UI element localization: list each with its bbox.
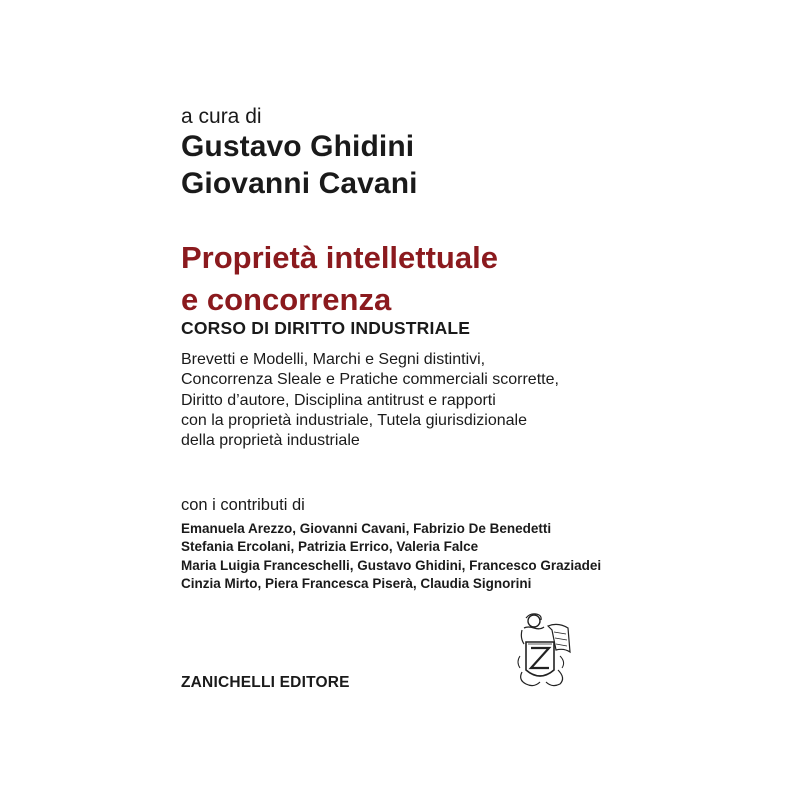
title-line: Proprietà intellettuale xyxy=(181,240,498,275)
topics-line: con la proprietà industriale, Tutela giurisdizionale xyxy=(181,411,527,429)
contributors-line: Stefania Ercolani, Patrizia Errico, Valeria Falce xyxy=(181,539,479,555)
editors xyxy=(181,128,418,202)
contributors-line: Maria Luigia Franceschelli, Gustavo Ghidini, Francesco Graziadei xyxy=(181,557,602,573)
book-subtitle: CORSO DI DIRITTO INDUSTRIALE xyxy=(181,318,471,338)
topics-line: della proprietà industriale xyxy=(181,432,360,450)
book-title xyxy=(181,237,498,321)
zanichelli-emblem-icon xyxy=(512,612,578,690)
curator-prefix: a cura di xyxy=(181,105,262,128)
contributors-line: Emanuela Arezzo, Giovanni Cavani, Fabrizio De Benedetti xyxy=(181,521,552,536)
contributions-heading: con i contributi di xyxy=(181,496,305,514)
contributors-list xyxy=(181,520,601,593)
title-line: e concorrenza xyxy=(181,282,392,317)
publisher-name: ZANICHELLI EDITORE xyxy=(181,674,350,691)
topics-line: Diritto d’autore, Disciplina antitrust e rapporti xyxy=(181,391,496,409)
editor-name: Giovanni Cavani xyxy=(181,167,418,200)
editor-name: Gustavo Ghidini xyxy=(181,130,415,163)
contributors-line: Cinzia Mirto, Piera Francesca Piserà, Claudia Signorini xyxy=(181,575,532,591)
topics-line: Brevetti e Modelli, Marchi e Segni distintivi, xyxy=(181,351,486,368)
topics-description xyxy=(181,350,559,451)
topics-line: Concorrenza Sleale e Pratiche commerciali scorrette, xyxy=(181,371,559,389)
